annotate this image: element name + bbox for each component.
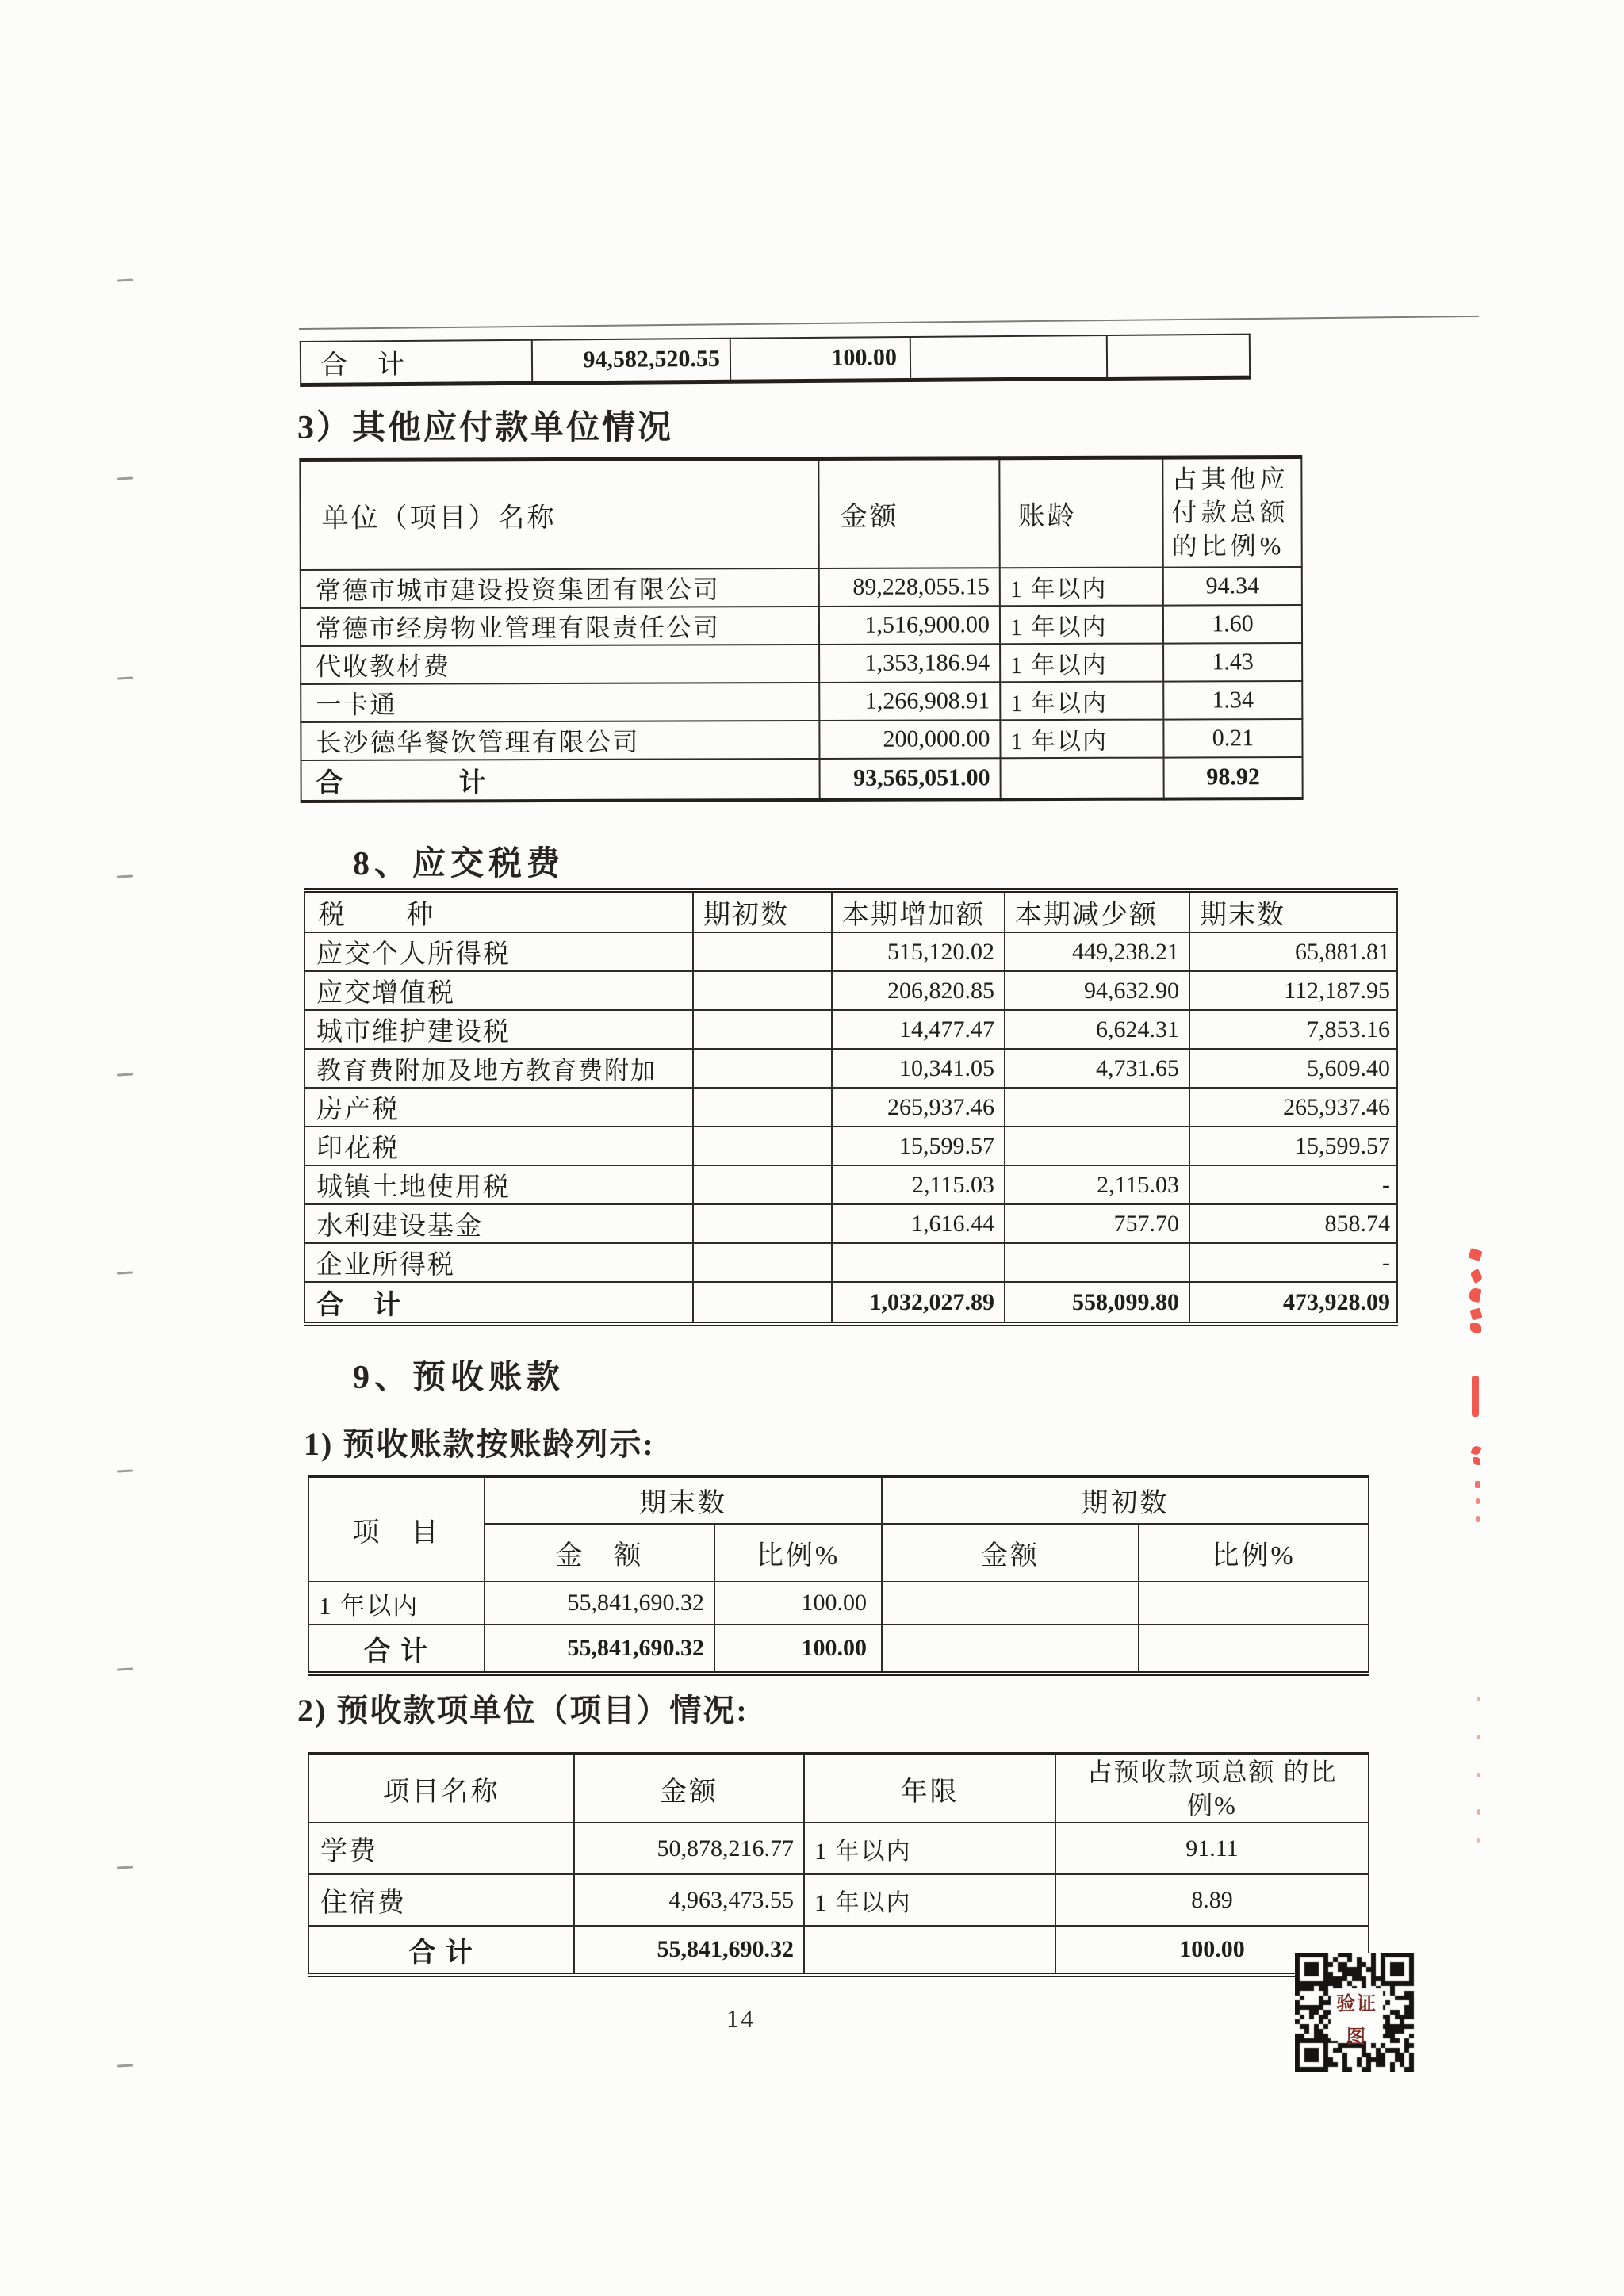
cell-amount: 1,516,900.00 xyxy=(819,606,1000,645)
col-header-ratio: 比例% xyxy=(714,1524,882,1582)
cell-increase: 515,120.02 xyxy=(832,932,1005,971)
cell-kind: 房产税 xyxy=(304,1088,693,1127)
col-group-beginning: 期初数 xyxy=(882,1476,1369,1524)
cell-name: 一卡通 xyxy=(301,682,819,721)
page-number: 14 xyxy=(726,2004,755,2033)
cell-amount: 1,353,186.94 xyxy=(819,644,1000,683)
cell-amount: 1,266,908.91 xyxy=(819,682,1000,721)
col-header-aging: 账龄 xyxy=(999,457,1162,568)
cell-ratio: 8.89 xyxy=(1055,1874,1369,1926)
total-label: 合 计 xyxy=(301,340,532,385)
cell-beginning xyxy=(693,971,832,1010)
red-seal-mark xyxy=(1476,1498,1480,1504)
margin-dash xyxy=(117,1073,133,1076)
table-row xyxy=(304,1088,1397,1127)
cell-decrease: 558,099.80 xyxy=(1005,1282,1189,1324)
cell-ending: 473,928.09 xyxy=(1189,1282,1397,1324)
table-header-row xyxy=(308,1754,1369,1823)
cell-item: 1 年以内 xyxy=(308,1582,485,1624)
cell-aging: 1 年以内 xyxy=(1000,681,1163,720)
cell-decrease: 449,238.21 xyxy=(1005,932,1189,971)
cell-beginning xyxy=(693,932,832,971)
cell-total-ratio: 98.92 xyxy=(1164,757,1303,799)
margin-dash xyxy=(117,874,133,878)
cell-total-label: 合 计 xyxy=(301,758,820,801)
header-line: 的比例% xyxy=(1171,531,1285,561)
cell-ratio: 100.00 xyxy=(1055,1926,1369,1975)
cell-increase: 2,115.03 xyxy=(832,1165,1005,1204)
red-seal-mark xyxy=(1472,1376,1479,1417)
cell-increase: 265,937.46 xyxy=(832,1088,1005,1127)
header-line: 占其他应 xyxy=(1171,465,1289,494)
cell-ending: 7,853.16 xyxy=(1189,1010,1397,1049)
margin-dash xyxy=(117,1469,133,1472)
table-row xyxy=(304,932,1397,971)
col-header-ending: 期末数 xyxy=(1189,890,1397,932)
qr-label-line: 图 xyxy=(1346,2027,1367,2048)
cell-total-amount: 93,565,051.00 xyxy=(820,758,1001,800)
col-header-amount: 金 额 xyxy=(485,1524,714,1582)
other-payables-table xyxy=(299,455,1303,802)
cell-ending: - xyxy=(1189,1165,1397,1204)
subheading-advances-detail: 2) 预收款项单位（项目）情况: xyxy=(297,1693,749,1728)
cell-ending: 858.74 xyxy=(1189,1204,1397,1243)
margin-dash xyxy=(117,1271,133,1274)
margin-dash xyxy=(117,2064,133,2067)
table-header-row xyxy=(308,1476,1369,1524)
cell-kind: 应交增值税 xyxy=(304,971,693,1010)
cell-name: 常德市经房物业管理有限责任公司 xyxy=(301,606,819,645)
cell-kind: 城镇土地使用税 xyxy=(304,1165,693,1204)
cell-amount: 4,963,473.55 xyxy=(574,1874,804,1926)
cell-decrease xyxy=(1005,1243,1189,1282)
cell-term: 1 年以内 xyxy=(804,1823,1055,1874)
cell-name: 常德市城市建设投资集团有限公司 xyxy=(301,568,819,607)
cell-aging xyxy=(1001,757,1164,799)
cell-increase: 10,341.05 xyxy=(832,1049,1005,1088)
col-header-kind: 税 种 xyxy=(304,890,693,932)
red-seal-mark xyxy=(1477,1697,1480,1701)
prev-table-total-row xyxy=(300,334,1251,387)
table-row xyxy=(308,1874,1369,1926)
cell-amount: 50,878,216.77 xyxy=(574,1823,804,1874)
qr-center-label xyxy=(1332,1988,1381,2048)
cell-aging: 1 年以内 xyxy=(1000,643,1163,682)
cell-ratio xyxy=(1139,1624,1369,1674)
section-heading-taxes: 8、应交税费 xyxy=(353,846,565,882)
table-header-row xyxy=(300,457,1301,570)
cell-increase: 14,477.47 xyxy=(832,1010,1005,1049)
margin-dash xyxy=(117,676,133,679)
cell-kind: 应交个人所得税 xyxy=(304,932,693,971)
col-header-decrease: 本期减少额 xyxy=(1005,890,1189,932)
cell-beginning xyxy=(693,1282,832,1324)
red-seal-mark xyxy=(1473,1457,1480,1465)
cell-increase: 1,032,027.89 xyxy=(832,1282,1005,1324)
cell-decrease: 94,632.90 xyxy=(1005,971,1189,1010)
cell-name: 长沙德华餐饮管理有限公司 xyxy=(301,720,819,760)
cell-increase: 206,820.85 xyxy=(832,971,1005,1010)
cell-beginning xyxy=(693,1165,832,1204)
cell-name: 学费 xyxy=(308,1823,574,1874)
cell-ending: - xyxy=(1189,1243,1397,1282)
table-row xyxy=(304,1127,1397,1165)
header-line: 付款总额 xyxy=(1171,498,1289,527)
red-seal-mark xyxy=(1470,1323,1481,1333)
cell-ratio: 0.21 xyxy=(1163,719,1302,758)
cell-aging: 1 年以内 xyxy=(1000,567,1163,606)
table-row xyxy=(304,1049,1397,1088)
col-header-beginning: 期初数 xyxy=(693,890,832,932)
cell-ratio: 1.34 xyxy=(1163,681,1302,720)
cell-decrease: 757.70 xyxy=(1005,1204,1189,1243)
col-header-name: 项目名称 xyxy=(308,1754,574,1823)
table-row xyxy=(304,971,1397,1010)
red-seal-mark xyxy=(1469,1269,1484,1284)
red-seal-mark xyxy=(1475,1481,1480,1488)
col-header-ratio xyxy=(1055,1754,1369,1823)
table-row xyxy=(304,1010,1397,1049)
cell-ratio xyxy=(1139,1582,1369,1624)
cell-aging: 1 年以内 xyxy=(1000,605,1163,644)
cell-beginning xyxy=(693,1243,832,1282)
cell-increase: 15,599.57 xyxy=(832,1127,1005,1165)
red-seal-mark xyxy=(1470,1445,1481,1456)
cell-ending: 65,881.81 xyxy=(1189,932,1397,971)
cell-total-label: 合 计 xyxy=(304,1282,693,1324)
cell-ratio: 91.11 xyxy=(1055,1823,1369,1874)
col-header-increase: 本期增加额 xyxy=(832,890,1005,932)
table-total-row xyxy=(304,1282,1397,1324)
cell-beginning xyxy=(693,1127,832,1165)
cell-aging: 1 年以内 xyxy=(1000,719,1163,758)
cell-ratio: 100.00 xyxy=(714,1624,882,1674)
cell-ending: 265,937.46 xyxy=(1189,1088,1397,1127)
cell-increase: 1,616.44 xyxy=(832,1204,1005,1243)
cell-name: 代收教材费 xyxy=(301,644,819,683)
cell-kind: 企业所得税 xyxy=(304,1243,693,1282)
red-seal-mark xyxy=(1470,1308,1483,1321)
table-row xyxy=(301,643,1302,684)
cell-amount: 89,228,055.15 xyxy=(819,568,1000,607)
section-heading-other-payables: 3）其他应付款单位情况 xyxy=(297,410,674,446)
total-amount: 94,582,520.55 xyxy=(532,339,730,383)
cell-ratio: 100.00 xyxy=(714,1582,882,1624)
header-line: 例% xyxy=(1187,1791,1237,1820)
cell-ratio: 94.34 xyxy=(1163,567,1302,606)
col-header-amount: 金额 xyxy=(882,1524,1139,1582)
subheading-advances-aging: 1) 预收账款按账龄列示: xyxy=(304,1426,655,1462)
table-row xyxy=(304,1165,1397,1204)
cell-kind: 印花税 xyxy=(304,1127,693,1165)
red-seal-mark xyxy=(1477,1773,1480,1777)
col-header-amount: 金额 xyxy=(818,458,999,568)
taxes-table xyxy=(304,888,1398,1326)
table-total-row xyxy=(301,757,1303,802)
cell-increase xyxy=(832,1243,1005,1282)
col-header-name: 单位（项目）名称 xyxy=(300,458,818,569)
cell-name: 住宿费 xyxy=(308,1874,574,1926)
cell-ending: 15,599.57 xyxy=(1189,1127,1397,1165)
cell-ratio: 1.60 xyxy=(1163,605,1302,644)
cell-amount: 55,841,690.32 xyxy=(485,1624,714,1674)
col-header-amount: 金额 xyxy=(574,1754,804,1823)
cell-decrease: 6,624.31 xyxy=(1005,1010,1189,1049)
cell-term xyxy=(804,1926,1055,1975)
advances-aging-table xyxy=(308,1475,1369,1676)
cell-beginning xyxy=(693,1049,832,1088)
cell-decrease: 2,115.03 xyxy=(1005,1165,1189,1204)
table-row xyxy=(308,1823,1369,1874)
cell-decrease xyxy=(1005,1127,1189,1165)
table-row xyxy=(301,567,1302,608)
cell-amount xyxy=(882,1624,1139,1674)
table-row xyxy=(304,1243,1397,1282)
cell-ending: 112,187.95 xyxy=(1189,971,1397,1010)
cell-beginning xyxy=(693,1010,832,1049)
col-header-ratio xyxy=(1162,457,1301,568)
margin-dash xyxy=(117,476,133,480)
cell-term: 1 年以内 xyxy=(804,1874,1055,1926)
table-row xyxy=(301,681,1302,722)
table-header-row xyxy=(304,890,1397,932)
table-total-row xyxy=(308,1926,1369,1975)
table-row xyxy=(301,335,1250,385)
red-seal-mark xyxy=(1468,1248,1482,1261)
cell-kind: 城市维护建设税 xyxy=(304,1010,693,1049)
cell-amount: 55,841,690.32 xyxy=(485,1582,714,1624)
table-total-row xyxy=(308,1624,1369,1674)
col-header-term: 年限 xyxy=(804,1754,1055,1823)
col-group-ending: 期末数 xyxy=(485,1476,882,1524)
cell-decrease xyxy=(1005,1088,1189,1127)
table-row xyxy=(301,605,1302,646)
cell-total-label: 合 计 xyxy=(308,1624,485,1674)
red-seal-mark xyxy=(1477,1735,1480,1739)
cell-beginning xyxy=(693,1088,832,1127)
table-row xyxy=(308,1582,1369,1624)
col-header-ratio: 比例% xyxy=(1139,1524,1369,1582)
advances-detail-table xyxy=(308,1752,1369,1977)
red-seal-mark xyxy=(1476,1516,1480,1522)
cell-amount: 55,841,690.32 xyxy=(574,1926,804,1975)
red-seal-mark xyxy=(1477,1809,1480,1815)
table-row xyxy=(301,719,1302,760)
cell-beginning xyxy=(693,1204,832,1243)
margin-dash xyxy=(117,278,133,281)
cell-kind: 水利建设基金 xyxy=(304,1204,693,1243)
empty-cell xyxy=(1107,335,1250,378)
table-rule-fragment xyxy=(299,316,1479,330)
cell-decrease: 4,731.65 xyxy=(1005,1049,1189,1088)
qr-label-line: 验证 xyxy=(1336,1994,1377,2015)
cell-total-label: 合 计 xyxy=(308,1926,574,1975)
cell-amount xyxy=(882,1582,1139,1624)
table-row xyxy=(304,1204,1397,1243)
qr-code xyxy=(1295,1953,1415,2072)
red-seal-mark xyxy=(1477,1838,1480,1843)
cell-ratio: 1.43 xyxy=(1163,643,1302,682)
margin-dash xyxy=(117,1866,133,1869)
red-seal-mark xyxy=(1469,1288,1482,1303)
header-line: 占预收款项总额 的比 xyxy=(1086,1758,1338,1786)
col-header-item: 项 目 xyxy=(308,1476,485,1582)
section-heading-advances: 9、预收账款 xyxy=(353,1360,565,1396)
cell-kind: 教育费附加及地方教育费附加 xyxy=(304,1049,693,1088)
total-ratio: 100.00 xyxy=(730,337,910,381)
cell-ending: 5,609.40 xyxy=(1189,1049,1397,1088)
empty-cell xyxy=(910,335,1107,380)
cell-amount: 200,000.00 xyxy=(819,720,1000,759)
margin-dash xyxy=(117,1667,133,1670)
